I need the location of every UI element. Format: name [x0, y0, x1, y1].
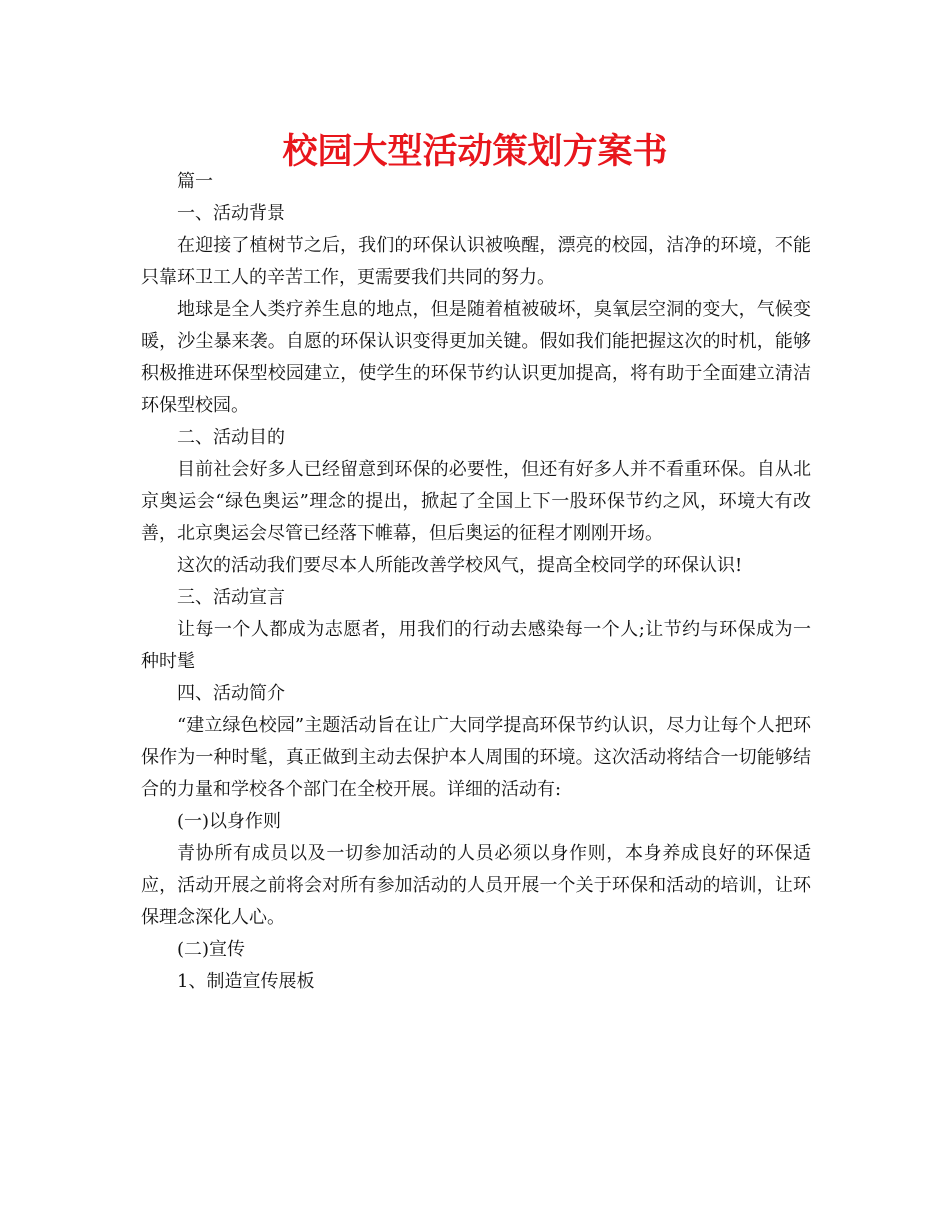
list-item: 1、制造宣传展板 — [177, 971, 315, 992]
section-label: 篇一 — [177, 171, 213, 192]
paragraph: 地球是全人类疗养生息的地点，但是随着植被破坏，臭氧层空洞的变大，气候变暖，沙尘暴来袭。自愿的环保认识变得更加关键。假如我们能把握这次的时机，能够积极推进环保型校园建立，使学生的环保节约认识更加提高，将有助于全面建立清洁环保型校园。 — [141, 299, 811, 416]
heading-declaration: 三、活动宣言 — [177, 587, 285, 608]
paragraph: 让每一个人都成为志愿者，用我们的行动去感染每一个人;让节约与环保成为一种时髦 — [141, 619, 811, 672]
subheading-lead-by-example: (一)以身作则 — [177, 811, 282, 832]
document-title: 校园大型活动策划方案书 — [282, 132, 668, 172]
paragraph: 这次的活动我们要尽本人所能改善学校风气，提高全校同学的环保认识! — [177, 555, 743, 576]
document-body — [141, 166, 811, 998]
paragraph: 在迎接了植树节之后，我们的环保认识被唤醒，漂亮的校园，洁净的环境，不能只靠环卫工人的辛苦工作，更需要我们共同的努力。 — [141, 235, 811, 288]
subheading-publicity: (二)宣传 — [177, 939, 246, 960]
heading-purpose: 二、活动目的 — [177, 427, 285, 448]
paragraph: “建立绿色校园”主题活动旨在让广大同学提高环保节约认识，尽力让每个人把环保作为一种时髦，真正做到主动去保护本人周围的环境。这次活动将结合一切能够结合的力量和学校各个部门在全校开展。详细的活动有: — [141, 715, 811, 800]
heading-introduction: 四、活动简介 — [177, 683, 285, 704]
paragraph: 目前社会好多人已经留意到环保的必要性，但还有好多人并不看重环保。自从北京奥运会“绿色奥运”理念的提出，掀起了全国上下一股环保节约之风，环境大有改善，北京奥运会尽管已经落下帷幕，但后奥运的征程才刚刚开场。 — [141, 459, 811, 544]
heading-background: 一、活动背景 — [177, 203, 285, 224]
paragraph: 青协所有成员以及一切参加活动的人员必须以身作则，本身养成良好的环保适应，活动开展之前将会对所有参加活动的人员开展一个关于环保和活动的培训，让环保理念深化人心。 — [141, 843, 811, 928]
